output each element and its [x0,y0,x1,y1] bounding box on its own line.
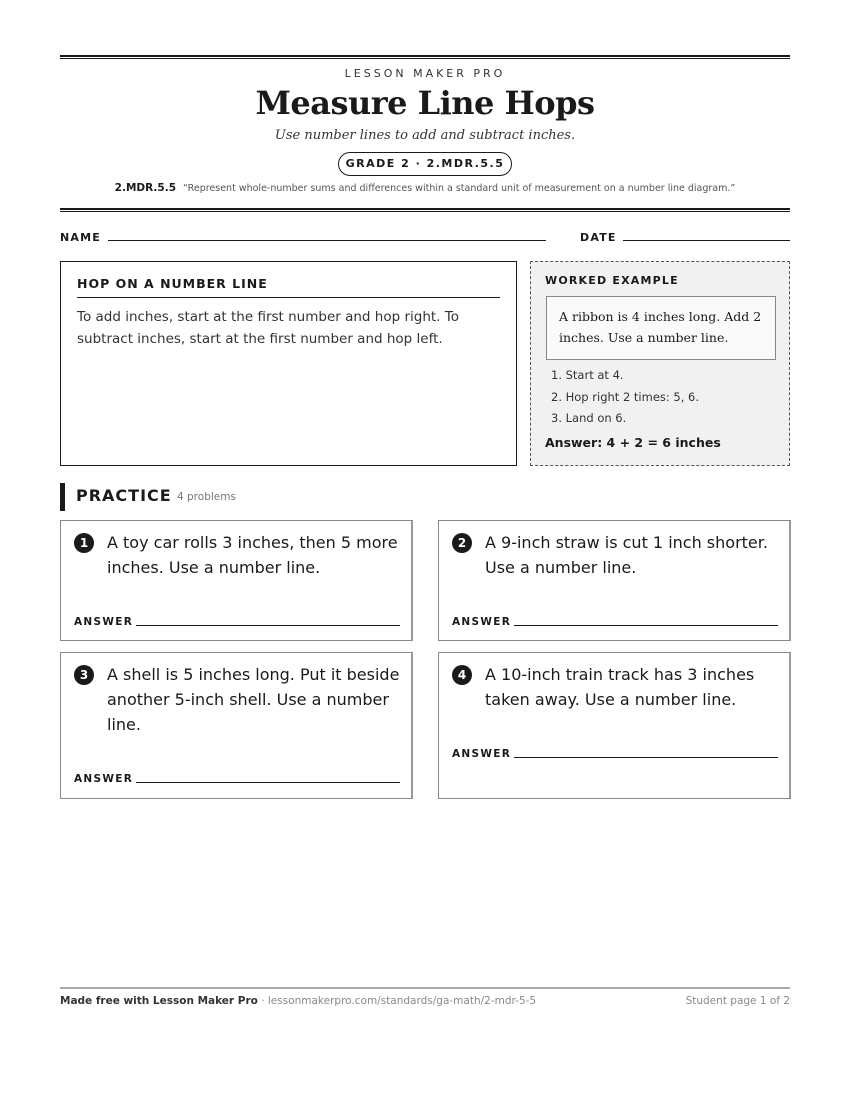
header-bottom-rule [60,208,790,212]
footer-credit [60,995,536,1007]
worked-example-step: 1. Start at 4. [551,368,624,382]
answer-field[interactable] [136,782,400,783]
grade-badge: GRADE 2 · 2.MDR.5.5 [338,152,512,176]
answer-field[interactable] [514,757,778,758]
worksheet-page [60,0,790,1100]
date-label: DATE [580,231,617,244]
name-label: NAME [60,231,101,244]
page-title: Measure Line Hops [255,84,595,122]
standard-code: 2.MDR.5.5 [114,182,177,194]
date-field[interactable] [623,240,790,241]
answer-field[interactable] [136,625,400,626]
brand-name: LESSON MAKER PRO [344,67,506,80]
standard-text: “Represent whole-number sums and differences within a standard unit of measurement on a number line diagram.” [183,183,736,194]
problem-card [438,652,791,799]
problem-number-badge: 3 [74,665,94,685]
footer-made-with: Made free with Lesson Maker Pro [60,995,258,1007]
problem-card [438,520,791,641]
worked-example-steps [551,365,699,430]
concept-body: To add inches, start at the first number and hop right. To subtract inches, start at the first number and hop left. [77,309,459,347]
page-subtitle: Use number lines to add and subtract inches. [274,128,576,143]
problem-text: A toy car rolls 3 inches, then 5 more inches. Use a number line. [107,533,398,577]
problem-number-badge: 4 [452,665,472,685]
standard-line [60,182,790,194]
answer-field[interactable] [514,625,778,626]
problem-number-badge: 2 [452,533,472,553]
answer-label: ANSWER [74,616,134,628]
concept-box [60,261,517,466]
header-top-rule [60,55,790,59]
problem-text: A 9-inch straw is cut 1 inch shorter. Use a number line. [485,533,768,577]
footer-url[interactable]: · lessonmakerpro.com/standards/ga-math/2-mdr-5-5 [257,995,537,1007]
worked-example-box [530,261,790,466]
name-field[interactable] [108,240,546,241]
practice-heading: PRACTICE [76,486,172,505]
problem-text: A 10-inch train track has 3 inches taken away. Use a number line. [485,665,755,709]
problem-number-badge: 1 [74,533,94,553]
footer-page-number: Student page 1 of 2 [685,995,790,1007]
worked-example-problem: A ribbon is 4 inches long. Add 2 inches. Use a number line. [546,296,776,360]
answer-label: ANSWER [452,616,512,628]
answer-label: ANSWER [74,773,134,785]
worked-example-heading: WORKED EXAMPLE [545,274,679,287]
concept-heading: HOP ON A NUMBER LINE [77,276,500,298]
problem-card [60,520,413,641]
answer-label: ANSWER [452,748,512,760]
problem-card [60,652,413,799]
practice-count: 4 problems [177,491,236,503]
problem-text: A shell is 5 inches long. Put it beside another 5-inch shell. Use a number line. [107,665,400,734]
worked-example-step: 3. Land on 6. [551,411,627,425]
footer-rule [60,987,790,989]
worked-example-answer: Answer: 4 + 2 = 6 inches [545,435,721,450]
practice-accent-bar [60,483,65,511]
worked-example-step: 2. Hop right 2 times: 5, 6. [551,389,700,404]
